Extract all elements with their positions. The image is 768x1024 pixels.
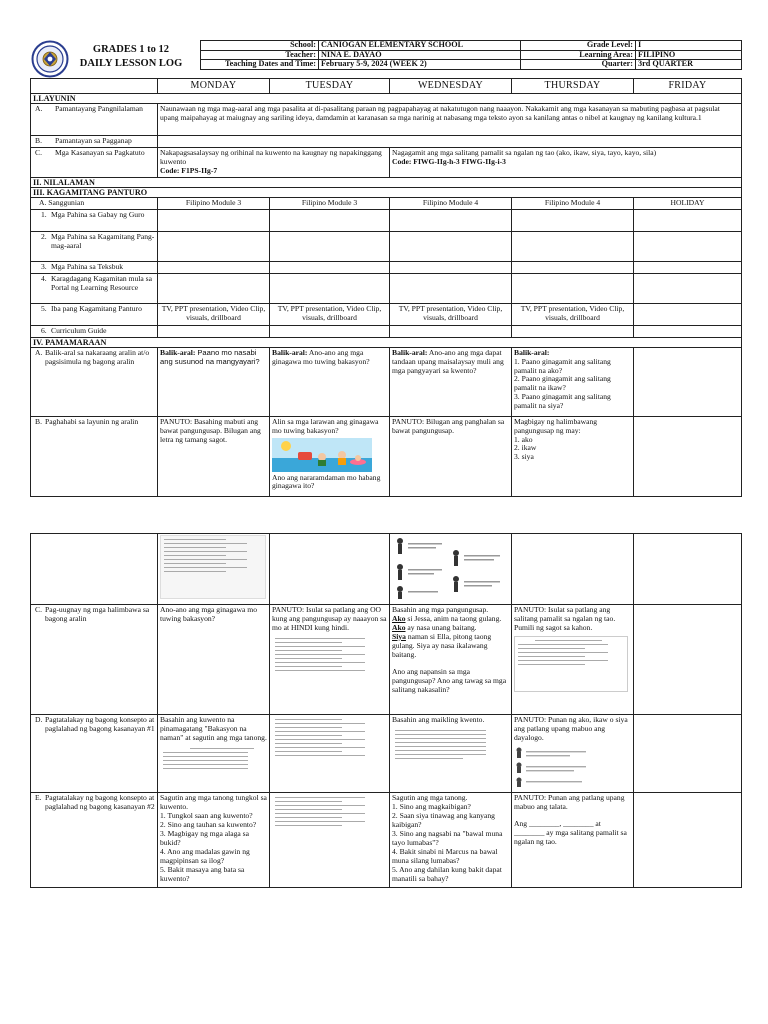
pag-uugnay-wed [390, 605, 512, 715]
row-num: A. [35, 347, 43, 357]
row-num: C. [35, 147, 42, 157]
worksheet-thumbnail-mon [158, 534, 270, 605]
sanggunian-thu: Filipino Module 4 [512, 197, 634, 209]
question-item: 2. Sino ang tauhan sa kuwento? [160, 819, 257, 829]
pag-uugnay-intro: Basahin ang mga pangungusap. [392, 605, 489, 614]
row-num: 6. [41, 325, 47, 335]
document-title [76, 43, 186, 71]
row-label-teksbuk [31, 261, 158, 273]
question-item: 3. Magbigay ng mga alaga sa bukid? [160, 828, 249, 847]
kasanayan-text: Nagagamit ang mga salitang pamalit sa ngalan ng tao (ako, ikaw, siya, tayo, kayo, sila) [392, 147, 657, 157]
pagtatalakay-1-mon [158, 715, 270, 793]
balik-aral-item: 3. Paano ginagamit ang salitang pamalit na siya? [514, 392, 611, 411]
balik-aral-text: Paano mo nasabi ang susunod na mangyayari? [160, 347, 260, 366]
row-label: Karagdagang Kagamitan mula sa Portal ng Learning Resource [51, 273, 152, 292]
question-item: 5. Ano ang dahilan kung bakit dapat manatili sa bahay? [392, 864, 502, 883]
paghahabi-item: 3. siya [514, 452, 534, 462]
question-item: 5. Bakit masaya ang bata sa kuwento? [160, 864, 245, 883]
row-label-pagtatalakay-2 [31, 793, 158, 888]
row-label-pag-uugnay [31, 605, 158, 715]
row-num: A. [35, 103, 43, 113]
worksheet-image [272, 716, 384, 788]
row-num: D. [35, 715, 43, 724]
iba-mon: TV, PPT presentation, Video Clip, visuals, drillboard [158, 303, 270, 325]
row-label-gabay-guro [31, 209, 158, 231]
section-nilalaman: II. NILALAMAN [31, 177, 742, 187]
paghahabi-thu [512, 416, 634, 496]
pag-uugnay-questions: Ano ang napansin sa mga pangungusap? Ano ang tawag sa mga salitang nakasalin? [392, 666, 507, 694]
section-layunin: I.LAYUNIN [31, 93, 742, 103]
row-num: 2. [41, 231, 47, 241]
row-label: Mga Pahina sa Teksbuk [51, 261, 124, 271]
area-value: FILIPINO [636, 50, 742, 60]
fill-in-sentence: Ang ________, ________ at ________ ay mga salitang pamalit sa ngalan ng tao. [514, 818, 627, 846]
paghahabi-item: 2. ikaw [514, 443, 537, 453]
row-num: 5. [41, 303, 47, 313]
row-label: Pamantayan sa Pagganap [55, 135, 132, 145]
row-label-iba-pang-kagamitan [31, 303, 158, 325]
sanggunian-wed: Filipino Module 4 [390, 197, 512, 209]
pagtatalakay-2-wed [390, 793, 512, 888]
question-item: 3. Sino ang nagsabi na "bawal muna tayo lumabas"? [392, 828, 503, 847]
lesson-log-table-page2 [30, 533, 742, 888]
row-label: Curriculum Guide [51, 325, 107, 335]
question-item: Sagutin ang mga tanong tungkol sa kuwento. [160, 793, 267, 811]
title-line-2: DAILY LESSON LOG [79, 58, 183, 70]
pagtatalakay-instruction: PANUTO: Punan ang patlang upang mabuo ang talata. [514, 793, 625, 811]
iba-tue: TV, PPT presentation, Video Clip, visuals, drillboard [270, 303, 390, 325]
kasanayan-code: Code: FIWG-IIg-h-3 FIWG-IIg-i-3 [392, 156, 506, 166]
row-label: Mga Pahina sa Gabay ng Guro [51, 209, 145, 219]
pagtatalakay-instruction: Basahin ang maikling kwento. [392, 715, 485, 724]
dates-label: Teaching Dates and Time: [201, 60, 319, 70]
school-label: School: [201, 41, 319, 51]
day-monday: MONDAY [158, 79, 270, 94]
title-line-1: GRADES 1 to 12 [92, 44, 170, 55]
pag-uugnay-instruction: PANUTO: Isulat sa patlang ang OO kung ang pangungusap ay naaayon sa mo at HINDI kung hindi. [272, 605, 387, 632]
dialogue-image [514, 745, 628, 787]
pagtatalakay-2-mon [158, 793, 270, 888]
question-item: 4. Ano ang madalas gawin ng magpipinsan sa ilog? [160, 846, 250, 865]
paghahabi-item: 1. ako [514, 434, 533, 444]
pronoun-figures-wed [390, 534, 512, 605]
balik-aral-thu [512, 347, 634, 416]
pagtatalakay-1-wed [390, 715, 512, 793]
kasanayan-wed-fri [390, 147, 742, 177]
iba-wed: TV, PPT presentation, Video Clip, visuals, drillboard [390, 303, 512, 325]
balik-aral-label: Balik-aral: [392, 347, 428, 357]
paghahabi-text: Magbigay ng halimbawang pangungusap ng may: [514, 416, 598, 435]
row-label-paghahabi [31, 416, 158, 496]
pronoun-highlight: Siya [392, 631, 406, 641]
deped-seal-icon [30, 40, 70, 78]
area-label: Learning Area: [521, 50, 636, 60]
row-label-balik-aral [31, 347, 158, 416]
row-num: 4. [41, 273, 47, 283]
paghahabi-question: Alin sa mga larawan ang ginagawa mo tuwing bakasyon? [272, 416, 379, 435]
row-label: Pagtatalakay ng bagong konsepto at paglalahad ng bagong kasanayan #2 [45, 793, 155, 811]
row-label-karagdagang-kagamitan [31, 273, 158, 303]
pag-uugnay-sentence-2 [392, 633, 509, 660]
kasanayan-code: Code: F1PS-IIg-7 [160, 165, 218, 175]
day-header-blank [31, 79, 158, 94]
worksheet-image [160, 535, 266, 599]
row-label-pamantayan-sa-pagganap [31, 135, 158, 147]
balik-aral-label: Balik-aral: [160, 347, 196, 357]
balik-aral-label: Balik-aral: [272, 347, 308, 357]
pamantayan-sa-pagganap-text [158, 135, 742, 147]
row-label: Iba pang Kagamitang Panturo [51, 303, 142, 313]
quarter-value: 3rd QUARTER [636, 60, 742, 70]
sentence-part: si Jessa, anim na taong gulang. [405, 613, 502, 623]
balik-aral-text: Ano-ano ang mga ginagawa mo tuwing bakasyon? [272, 347, 370, 366]
paghahabi-wed: PANUTO: Bilugan ang panghalan sa bawat pangungusap. [390, 416, 512, 496]
row-num: C. [35, 605, 42, 614]
teacher-value: NINA E. DAYAO [319, 50, 521, 60]
row-label: Pag-uugnay ng mga halimbawa sa bagong aralin [45, 605, 150, 623]
question-item: 2. Saan siya tinawag ang kanyang kaibigan? [392, 810, 495, 829]
pronoun-highlight: Ako [392, 613, 406, 623]
balik-aral-mon [158, 347, 270, 416]
pagtatalakay-1-thu [512, 715, 634, 793]
row-label-curriculum-guide [31, 325, 158, 337]
balik-aral-wed [390, 347, 512, 416]
pag-uugnay-thu [512, 605, 634, 715]
balik-aral-item: 2. Paano ginagamit ang salitang pamalit na ikaw? [514, 374, 611, 393]
row-num: B. [35, 416, 42, 426]
school-value: CANIOGAN ELEMENTARY SCHOOL [319, 41, 521, 51]
pagtatalakay-instruction: Basahin ang kuwento na pinamagatang "Bakasyon na naman" at sagutin ang mga tanong. [160, 715, 267, 742]
question-item: 1. Sino ang magkaibigan? [392, 801, 471, 811]
worksheet-image [272, 794, 384, 854]
question-item: Sagutin ang mga tanong. [392, 793, 468, 802]
day-tuesday: TUESDAY [270, 79, 390, 94]
row-label-pamantayang-pangnilalaman [31, 103, 158, 135]
balik-aral-tue [270, 347, 390, 416]
sentence-part: naman si Ella, pitong taong gulang. Siya ay nasa ikalawang baitang. [392, 631, 492, 659]
balik-aral-text: Ano-ano ang mga dapat tandaan upang maisalaysay muli ang mga pangyayari sa kwento? [392, 347, 504, 375]
paghahabi-tue [270, 416, 390, 496]
lesson-log-table-page1 [30, 78, 742, 497]
balik-aral-label: Balik-aral: [514, 347, 550, 357]
row-num: 3. [41, 261, 47, 271]
worksheet-image [272, 635, 384, 699]
pagtatalakay-instruction: PANUTO: Punan ng ako, ikaw o siya ang patlang upang mabuo ang dayalogo. [514, 715, 628, 742]
day-thursday: THURSDAY [512, 79, 634, 94]
sentence-part: ay nasa unang baitang. [405, 622, 477, 632]
pag-uugnay-sentence [392, 615, 509, 633]
kasanayan-mon-tue [158, 147, 390, 177]
day-wednesday: WEDNESDAY [390, 79, 512, 94]
row-label-kagamitang-pang-mag-aaral [31, 231, 158, 261]
pronoun-highlight: Ako [392, 622, 406, 632]
pag-uugnay-mon: Ano-ano ang mga ginagawa mo tuwing bakasyon? [158, 605, 270, 715]
pag-uugnay-tue [270, 605, 390, 715]
row-label: Mga Kasanayan sa Pagkatuto [55, 147, 145, 157]
question-item: 1. Tungkol saan ang kuwento? [160, 810, 253, 820]
paghahabi-mon: PANUTO: Basahing mabuti ang bawat pangungusap. Bilugan ang letra ng tamang sagot. [158, 416, 270, 496]
balik-aral-item: 1. Paano ginagamit ang salitang pamalit na ako? [514, 356, 611, 375]
iba-thu: TV, PPT presentation, Video Clip, visuals, drillboard [512, 303, 634, 325]
row-label: Balik-aral sa nakaraang aralin at/o pagsisimula ng bagong aralin [45, 347, 150, 366]
teacher-label: Teacher: [201, 50, 319, 60]
row-label: Mga Pahina sa Kagamitang Pang-mag-aaral [51, 231, 155, 250]
grade-value: I [636, 41, 742, 51]
grade-label: Grade Level: [521, 41, 636, 51]
sanggunian-tue: Filipino Module 3 [270, 197, 390, 209]
pagtatalakay-2-thu [512, 793, 634, 888]
story-image [392, 727, 506, 787]
section-pamamaraan: IV. PAMAMARAAN [31, 337, 742, 347]
dates-value: February 5-9, 2024 (WEEK 2) [319, 60, 521, 70]
sanggunian-fri: HOLIDAY [634, 197, 742, 209]
sanggunian-mon: Filipino Module 3 [158, 197, 270, 209]
row-num: B. [35, 135, 42, 145]
pagtatalakay-1-tue [270, 715, 390, 793]
kasanayan-text: Nakapagsasalaysay ng orihinal na kuwento na kaugnay ng napakinggang kuwento [160, 147, 382, 166]
day-friday: FRIDAY [634, 79, 742, 94]
day-header-row [31, 79, 742, 94]
row-label: Paghahabi sa layunin ng aralin [45, 416, 139, 426]
row-label-sanggunian: A. Sanggunian [31, 197, 158, 209]
story-image [160, 745, 266, 781]
quarter-label: Quarter: [521, 60, 636, 70]
worksheet-image [514, 636, 628, 692]
question-item: 4. Bakit sinabi ni Marcus na bawal muna silang lumabas? [392, 846, 498, 865]
pag-uugnay-instruction: PANUTO: Isulat sa patlang ang salitang pamalit sa ngalan ng tao. Pumili ng sagot sa kahon. [514, 605, 616, 632]
row-num: 1. [41, 209, 47, 219]
row-label-kasanayan [31, 147, 158, 177]
pagtatalakay-2-tue [270, 793, 390, 888]
row-label-pagtatalakay-1 [31, 715, 158, 793]
pamantayang-pangnilalaman-text: Naunawaan ng mga mag-aaral ang mga pasalita at di-pasalitang paraan ng pagpapahayag at nakatutugon nang naaayon. Nakakamit ang mga kasanayan sa mabuting pagbasa at pagsulat upang maipahayag at maiugnay ang sariling ideya, damdamin at karanasan sa mga narinig at nabasang mga teksto ayon sa kanilang antas o nibel at kaugnay ng kanilang kultura.1 [158, 103, 742, 135]
row-label: Pamantayang Pangnilalaman [55, 103, 143, 113]
paghahabi-question-2: Ano ang nararamdaman mo habang ginagawa ito? [272, 472, 381, 491]
info-table [200, 40, 742, 70]
row-label: Pagtatalakay ng bagong konsepto at paglalahad ng bagong kasanayan #1 [45, 715, 155, 733]
pronoun-figures-image [392, 535, 508, 599]
section-kagamitan: III. KAGAMITANG PANTURO [31, 187, 742, 197]
row-num: E. [35, 793, 42, 802]
vacation-illustration [272, 438, 372, 472]
